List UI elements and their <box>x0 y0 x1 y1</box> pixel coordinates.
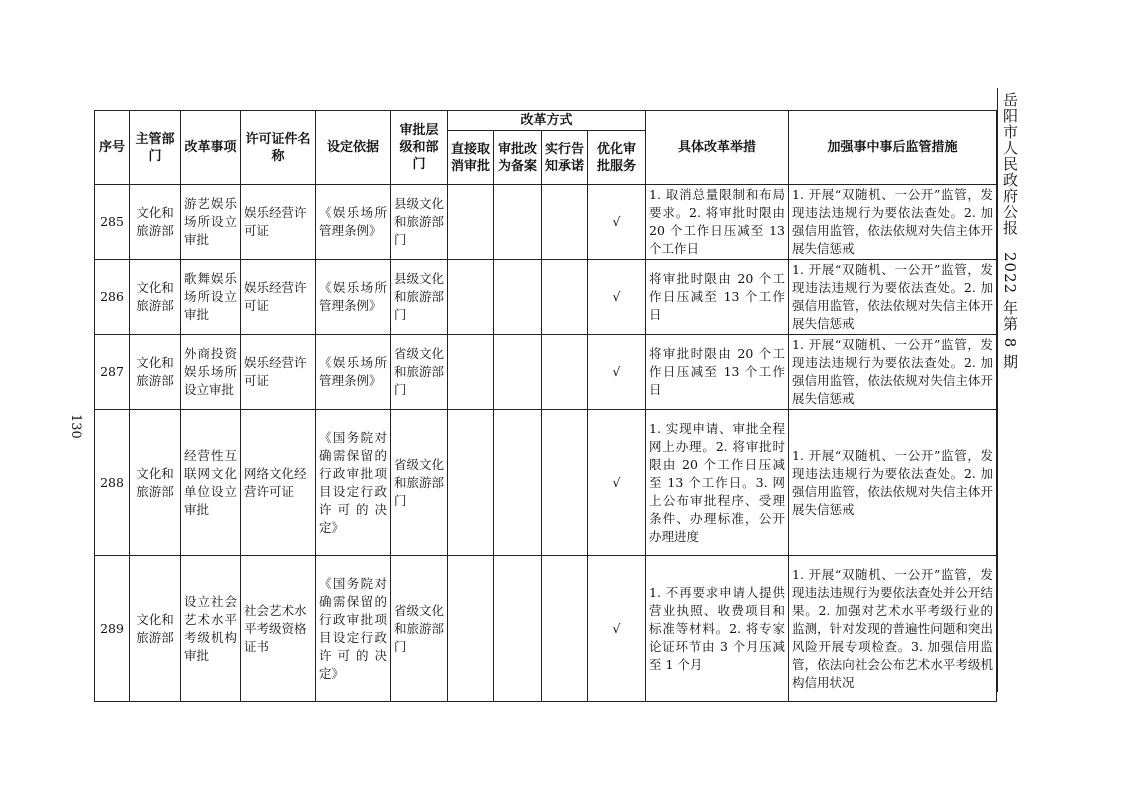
table-row <box>95 410 997 556</box>
cell-cancel <box>448 185 494 260</box>
cell-basis: 《国务院对确需保留的行政审批项目设定行政许可的决定》 <box>316 556 391 702</box>
cell-notify <box>542 185 588 260</box>
cell-supervision: 1. 开展“双随机、一公开”监管，发现违法违规行为要依法查处。2. 加强信用监管，依法依规对失信主体开展失信惩戒 <box>789 410 997 556</box>
cell-seq: 288 <box>95 410 130 556</box>
cell-supervision: 1. 开展“双随机、一公开”监管，发现违法违规行为要依法查处并公开结果。2. 加强对艺术水平考级行业的监测，针对发现的普遍性问题和突出风险开展专项检查。3. 加强信用监管，依法向社会公布艺术水平考级机构信用状况 <box>789 556 997 702</box>
header-item: 改革事项 <box>181 111 241 185</box>
table-row <box>95 260 997 335</box>
cell-cancel <box>448 260 494 335</box>
cell-dept: 文化和旅游部 <box>130 185 181 260</box>
cell-dept: 文化和旅游部 <box>130 260 181 335</box>
margin-rule <box>997 88 998 692</box>
cell-item: 经营性互联网文化单位设立审批 <box>181 410 241 556</box>
cell-license: 娱乐经营许可证 <box>241 335 316 410</box>
cell-optimize: √ <box>588 260 646 335</box>
cell-cancel <box>448 556 494 702</box>
cell-measures: 将审批时限由 20 个工作日压减至 13 个工作日 <box>646 260 789 335</box>
header-license: 许可证件名称 <box>241 111 316 185</box>
cell-optimize: √ <box>588 185 646 260</box>
cell-basis: 《国务院对确需保留的行政审批项目设定行政许可的决定》 <box>316 410 391 556</box>
cell-item: 歌舞娱乐场所设立审批 <box>181 260 241 335</box>
reform-table <box>94 110 997 702</box>
header-supervision: 加强事中事后监管措施 <box>789 111 997 185</box>
cell-measures: 1. 取消总量限制和布局要求。2. 将审批时限由 20 个工作日压减至 13 个工作日 <box>646 185 789 260</box>
header-seq: 序号 <box>95 111 130 185</box>
cell-level: 县级文化和旅游部门 <box>391 260 448 335</box>
table-row <box>95 185 997 260</box>
cell-basis: 《娱乐场所管理条例》 <box>316 260 391 335</box>
cell-item: 外商投资娱乐场所设立审批 <box>181 335 241 410</box>
header-record: 审批改为备案 <box>494 131 542 185</box>
cell-item: 设立社会艺术水平考级机构审批 <box>181 556 241 702</box>
cell-measures: 将审批时限由 20 个工作日压减至 13 个工作日 <box>646 335 789 410</box>
table-row <box>95 335 997 410</box>
cell-seq: 286 <box>95 260 130 335</box>
header-dept: 主管部门 <box>130 111 181 185</box>
cell-cancel <box>448 410 494 556</box>
cell-record <box>494 335 542 410</box>
cell-seq: 289 <box>95 556 130 702</box>
page-number: 130 <box>68 414 83 439</box>
cell-seq: 285 <box>95 185 130 260</box>
running-title: 岳阳市人民政府公报 2022 年第 8 期 <box>1001 92 1019 371</box>
cell-license: 网络文化经营许可证 <box>241 410 316 556</box>
cell-seq: 287 <box>95 335 130 410</box>
cell-notify <box>542 335 588 410</box>
cell-optimize: √ <box>588 335 646 410</box>
cell-optimize: √ <box>588 410 646 556</box>
cell-notify <box>542 556 588 702</box>
header-reform-mode: 改革方式 <box>448 111 646 131</box>
cell-supervision: 1. 开展“双随机、一公开”监管，发现违法违规行为要依法查处。2. 加强信用监管，依法依规对失信主体开展失信惩戒 <box>789 335 997 410</box>
cell-notify <box>542 410 588 556</box>
cell-record <box>494 556 542 702</box>
cell-license: 娱乐经营许可证 <box>241 185 316 260</box>
cell-license: 娱乐经营许可证 <box>241 260 316 335</box>
cell-dept: 文化和旅游部 <box>130 556 181 702</box>
header-measures: 具体改革举措 <box>646 111 789 185</box>
cell-measures: 1. 不再要求申请人提供营业执照、收费项目和标准等材料。2. 将专家论证环节由 3 个月压减至 1 个月 <box>646 556 789 702</box>
cell-level: 省级文化和旅游部门 <box>391 410 448 556</box>
cell-notify <box>542 260 588 335</box>
header-basis: 设定依据 <box>316 111 391 185</box>
header-notify: 实行告知承诺 <box>542 131 588 185</box>
cell-basis: 《娱乐场所管理条例》 <box>316 335 391 410</box>
cell-level: 县级文化和旅游部门 <box>391 185 448 260</box>
header-cancel: 直接取消审批 <box>448 131 494 185</box>
cell-optimize: √ <box>588 556 646 702</box>
header-level: 审批层级和部门 <box>391 111 448 185</box>
cell-dept: 文化和旅游部 <box>130 335 181 410</box>
cell-cancel <box>448 335 494 410</box>
cell-record <box>494 260 542 335</box>
cell-level: 省级文化和旅游部门 <box>391 556 448 702</box>
cell-measures: 1. 实现申请、审批全程网上办理。2. 将审批时限由 20 个工作日压减至 13 个工作日。3. 网上公布审批程序、受理条件、办理标准，公开办理进度 <box>646 410 789 556</box>
cell-record <box>494 185 542 260</box>
cell-supervision: 1. 开展“双随机、一公开”监管，发现违法违规行为要依法查处。2. 加强信用监管，依法依规对失信主体开展失信惩戒 <box>789 185 997 260</box>
cell-level: 省级文化和旅游部门 <box>391 335 448 410</box>
cell-record <box>494 410 542 556</box>
cell-basis: 《娱乐场所管理条例》 <box>316 185 391 260</box>
header-row <box>95 111 997 131</box>
cell-dept: 文化和旅游部 <box>130 410 181 556</box>
cell-item: 游艺娱乐场所设立审批 <box>181 185 241 260</box>
cell-supervision: 1. 开展“双随机、一公开”监管，发现违法违规行为要依法查处。2. 加强信用监管，依法依规对失信主体开展失信惩戒 <box>789 260 997 335</box>
cell-license: 社会艺术水平考级资格证书 <box>241 556 316 702</box>
header-optimize: 优化审批服务 <box>588 131 646 185</box>
table-row <box>95 556 997 702</box>
